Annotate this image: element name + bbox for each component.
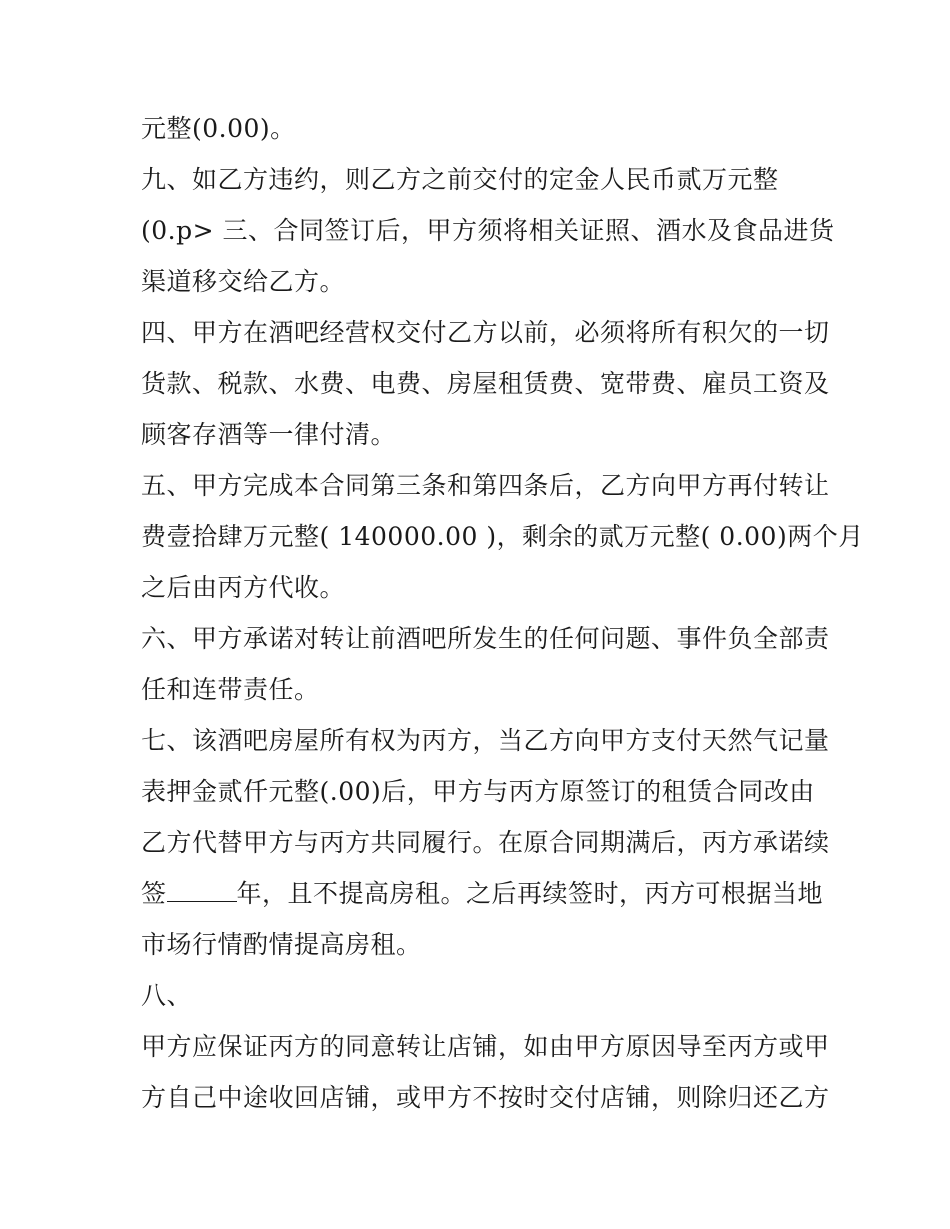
text-segment: 签: [141, 879, 167, 908]
text-segment: 年，且不提高房租。之后再续签时，丙方可根据当地: [236, 879, 824, 908]
text-line: 五、甲方完成本合同第三条和第四条后，乙方向甲方再付转让: [141, 471, 830, 500]
text-line: 九、如乙方违约，则乙方之前交付的定金人民币贰万元整: [141, 165, 779, 194]
text-line: 六、甲方承诺对转让前酒吧所发生的任何问题、事件负全部责: [141, 624, 830, 653]
text-line-with-blank: [141, 868, 824, 919]
text-line: 货款、税款、水费、电费、房屋租赁费、宽带费、雇员工资及: [141, 369, 830, 398]
text-line: 渠道移交给乙方。: [141, 267, 346, 296]
text-line: 乙方代替甲方与丙方共同履行。在原合同期满后，丙方承诺续: [141, 828, 830, 857]
text-line: 方自己中途收回店铺，或甲方不按时交付店铺，则除归还乙方: [141, 1083, 830, 1112]
text-line: 八、: [141, 981, 193, 1010]
text-line: 费壹拾肆万元整( 140000.00 )，剩余的贰万元整( 0.00)两个月: [141, 522, 864, 551]
text-line: 表押金贰仟元整(.00)后，甲方与丙方原签订的租赁合同改由: [141, 777, 815, 806]
text-line: 市场行情酌情提高房租。: [141, 930, 422, 959]
text-line: 之后由丙方代收。: [141, 573, 346, 602]
text-line: 四、甲方在酒吧经营权交付乙方以前，必须将所有积欠的一切: [141, 318, 830, 347]
text-line: 甲方应保证丙方的同意转让店铺，如由甲方原因导至丙方或甲: [141, 1032, 830, 1061]
fill-in-blank: [167, 883, 237, 902]
text-line: 顾客存酒等一律付清。: [141, 420, 397, 449]
text-line: 元整(0.00)。: [141, 114, 296, 143]
text-line: 任和连带责任。: [141, 675, 320, 704]
document-body: [141, 103, 864, 1123]
text-line: 七、该酒吧房屋所有权为丙方，当乙方向甲方支付天然气记量: [141, 726, 830, 755]
text-line: (0.p> 三、合同签订后，甲方须将相关证照、酒水及食品进货: [141, 216, 835, 245]
